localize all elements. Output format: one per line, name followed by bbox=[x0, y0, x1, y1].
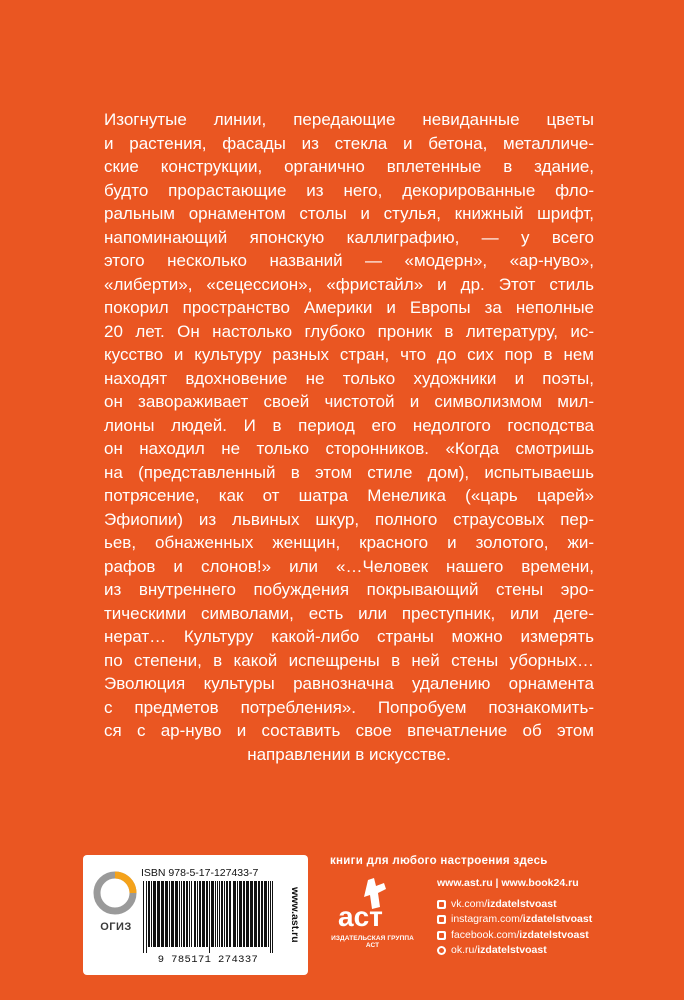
barcode-bar bbox=[268, 881, 269, 947]
blurb-line: покорил пространство Америки и Европы за неполные bbox=[104, 298, 594, 317]
social-handle: izdatelstvoast bbox=[519, 928, 589, 941]
social-link[interactable] bbox=[437, 912, 612, 928]
barcode-bar bbox=[161, 881, 164, 947]
blurb-line: Эфиопии) из львиных шкур, полного страусовых пер- bbox=[104, 509, 594, 529]
isbn-box bbox=[83, 855, 308, 975]
barcode-bar bbox=[209, 881, 210, 953]
barcode-bar bbox=[254, 881, 257, 947]
social-handle: izdatelstvoast bbox=[477, 944, 547, 956]
blurb-line: нерат… Культуру какой-либо страны можно измерять bbox=[104, 627, 594, 646]
ast-logo-icon bbox=[334, 876, 398, 934]
barcode-bar bbox=[211, 881, 214, 947]
blurb-line: будто прорастающие из него, декорированные фло- bbox=[104, 180, 594, 200]
blurb-line: Изогнутые линии, передающие невиданные цветы bbox=[104, 110, 594, 129]
ast-group-label: ИЗДАТЕЛЬСКАЯ ГРУППА АСТ bbox=[331, 935, 414, 949]
barcode-bar bbox=[237, 881, 238, 947]
blurb-line: ральным орнаментом столы и стулья, книжный шрифт, bbox=[104, 204, 594, 223]
blurb-line: из внутреннего побуждения покрывающий стены эро- bbox=[104, 580, 594, 599]
social-domain: facebook.com/ bbox=[451, 928, 520, 941]
blurb-line: 20 лет. Он настолько глубоко проник в литературу, ис- bbox=[104, 321, 594, 341]
blurb-line: ские конструкции, органично вплетенные в здание, bbox=[104, 157, 594, 176]
site-links: www.ast.ru | www.book24.ru bbox=[437, 877, 579, 889]
blurb-line: лионы людей. И в период его недолгого господства bbox=[104, 415, 594, 435]
blurb-line: он находил не только сторонников. «Когда смотришь bbox=[104, 439, 594, 458]
instagram-icon bbox=[437, 915, 446, 924]
blurb-line: кусство и культуру разных стран, что до сих пор в нем bbox=[104, 345, 594, 364]
barcode bbox=[143, 881, 275, 953]
barcode-bar bbox=[239, 881, 242, 947]
barcode-bar bbox=[261, 881, 263, 947]
barcode-bar bbox=[202, 881, 205, 947]
barcode-bar bbox=[191, 881, 192, 947]
social-link[interactable] bbox=[437, 897, 612, 913]
blurb-line: напоминающий японскую каллиграфию, — у всего bbox=[104, 227, 594, 247]
barcode-bar bbox=[165, 881, 168, 947]
barcode-bar bbox=[151, 881, 152, 947]
barcode-bar bbox=[272, 881, 273, 953]
back-cover-blurb bbox=[104, 108, 594, 766]
barcode-bar bbox=[169, 881, 170, 947]
barcode-bar bbox=[229, 881, 231, 947]
barcode-bar bbox=[258, 881, 260, 947]
social-handle: izdatelstvoast bbox=[522, 913, 593, 925]
barcode-bar bbox=[250, 881, 253, 947]
facebook-icon bbox=[437, 931, 446, 940]
barcode-bar bbox=[194, 881, 196, 947]
barcode-bar bbox=[186, 881, 188, 947]
barcode-bar bbox=[219, 881, 220, 947]
tagline: книги для любого настроения здесь bbox=[330, 855, 548, 867]
barcode-bar bbox=[153, 881, 156, 947]
blurb-line: на (представленный в этом стиле дом), испытываешь bbox=[104, 462, 594, 482]
blurb-line: с предметов потребления». Попробуем познакомить- bbox=[104, 697, 594, 717]
social-domain: ok.ru/ bbox=[451, 944, 478, 956]
blurb-line: по степени, в какой испещрены в ней стены уборных… bbox=[104, 650, 594, 670]
barcode-bar bbox=[246, 881, 249, 947]
blurb-line: ся с ар-нуво и составить свое впечатление об этом bbox=[104, 721, 594, 740]
barcode-bar bbox=[206, 881, 208, 947]
social-link[interactable] bbox=[437, 928, 612, 944]
vertical-site-url: www.ast.ru bbox=[289, 887, 301, 943]
blurb-line: Эволюция культуры равнозначна удалению орнамента bbox=[104, 674, 594, 693]
barcode-bar bbox=[171, 881, 174, 947]
barcode-bar bbox=[181, 881, 182, 947]
social-handle: izdatelstvoast bbox=[487, 897, 557, 910]
barcode-bar bbox=[226, 881, 228, 947]
social-link[interactable] bbox=[437, 943, 612, 959]
barcode-bar bbox=[224, 881, 225, 947]
social-domain: vk.com/ bbox=[451, 897, 488, 910]
barcode-bar bbox=[243, 881, 245, 947]
barcode-bar bbox=[179, 881, 180, 947]
blurb-line: этого несколько названий — «модерн», «ар-нуво», bbox=[104, 251, 594, 270]
ogiz-logo-icon bbox=[93, 871, 137, 915]
barcode-bar bbox=[148, 881, 150, 947]
barcode-bar bbox=[233, 881, 236, 947]
blurb-line: находят вдохновение не только художники и поэты, bbox=[104, 368, 594, 388]
barcode-bar bbox=[221, 881, 223, 947]
barcode-bar bbox=[215, 881, 216, 947]
blurb-line: потрясение, как от шатра Менелика («царь царей» bbox=[104, 486, 594, 505]
barcode-bar bbox=[146, 881, 147, 953]
blurb-line: он завораживает своей чистотой и символизмом мил- bbox=[104, 392, 594, 411]
barcode-bar bbox=[199, 881, 201, 947]
barcode-bar bbox=[217, 881, 218, 947]
blurb-line: и растения, фасады из стекла и бетона, металличе- bbox=[104, 133, 594, 153]
blurb-line: направлении в искусстве. bbox=[247, 744, 451, 764]
barcode-bar bbox=[197, 881, 198, 947]
barcode-digits: 9 785171 274337 bbox=[157, 954, 259, 966]
isbn-number: ISBN 978-5-17-127433-7 bbox=[141, 867, 259, 879]
barcode-bar bbox=[264, 881, 267, 947]
barcode-bar bbox=[270, 881, 271, 953]
contact-links bbox=[437, 876, 612, 959]
social-domain: instagram.com/ bbox=[451, 913, 523, 925]
blurb-line: рафов и слонов!» или «…Человек нашего времени, bbox=[104, 556, 594, 576]
barcode-bar bbox=[175, 881, 178, 947]
ogiz-label: ОГИЗ bbox=[100, 921, 132, 933]
barcode-bar bbox=[143, 881, 144, 953]
barcode-bar bbox=[189, 881, 190, 947]
blurb-line: ьев, обнаженных женщин, красного и золотого, жи- bbox=[104, 533, 594, 552]
barcode-bar bbox=[157, 881, 160, 947]
blurb-line: тическими символами, есть или преступник, или деге- bbox=[104, 603, 594, 623]
barcode-bar bbox=[183, 881, 185, 947]
ast-logo-text: аст bbox=[338, 901, 383, 932]
ok-icon bbox=[437, 946, 446, 955]
blurb-line: «либерти», «сецессион», «фристайл» и др. Этот стиль bbox=[104, 274, 594, 294]
vk-icon bbox=[437, 900, 446, 909]
